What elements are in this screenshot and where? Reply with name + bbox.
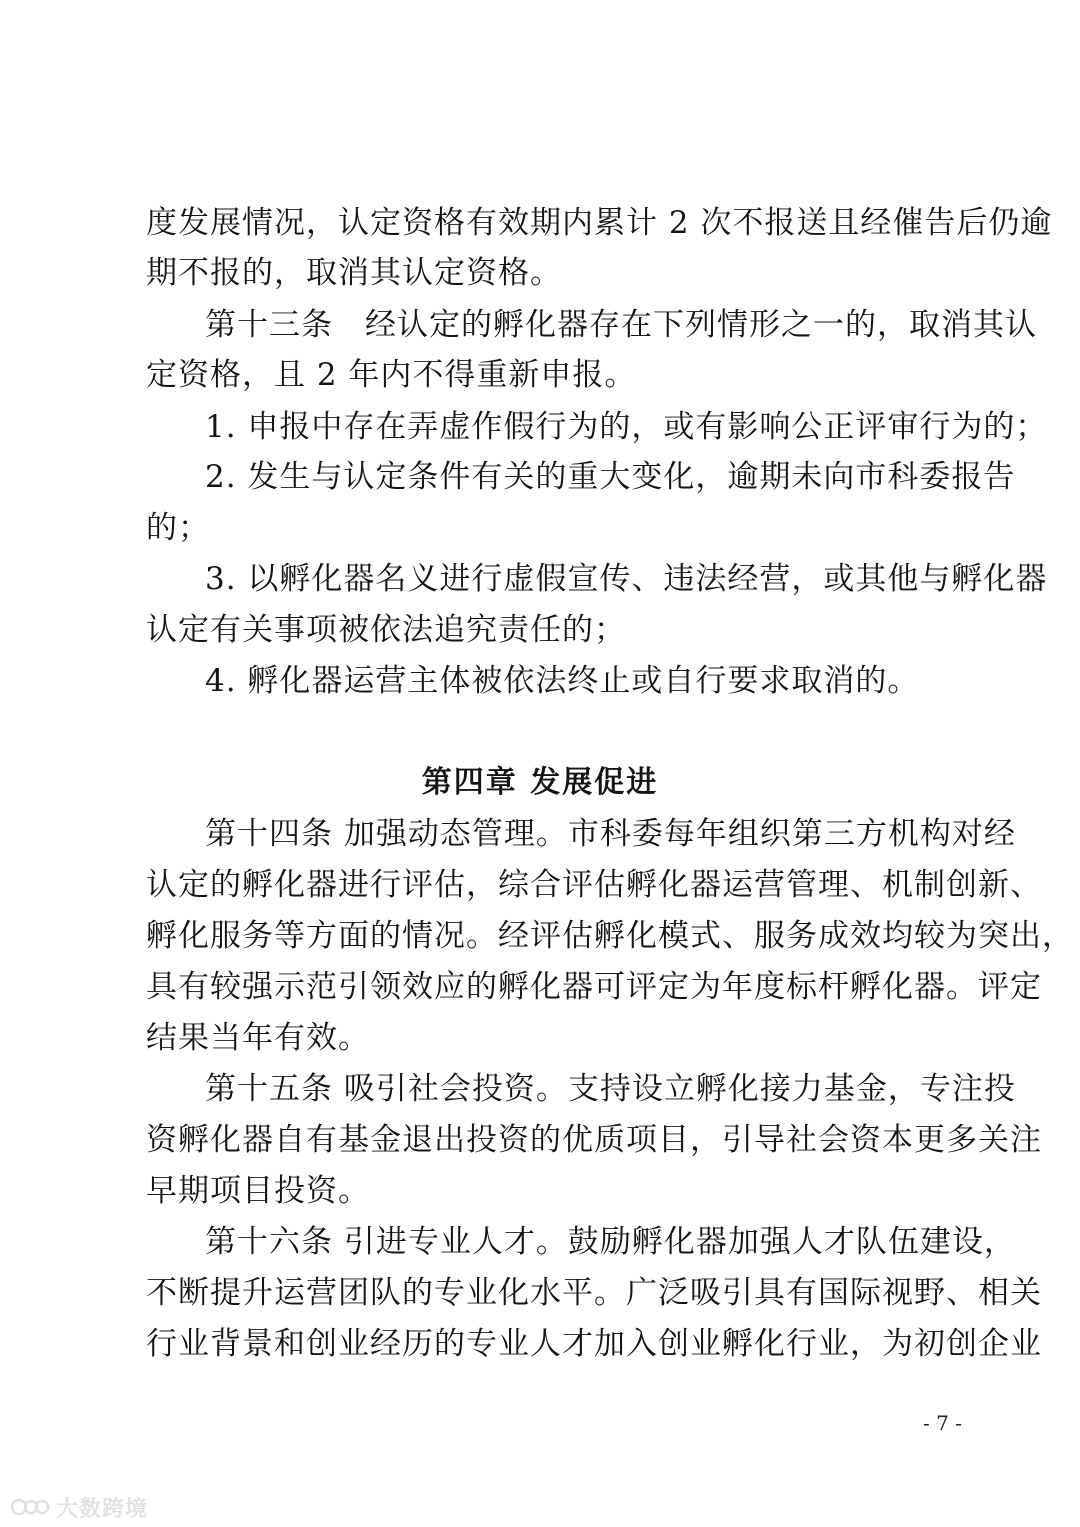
article-14-line: 结果当年有效。: [146, 1020, 370, 1056]
article-16-line: 第十六条 引进专业人才。鼓励孵化器加强人才队伍建设，: [205, 1224, 1016, 1260]
article-14-line: 第十四条 加强动态管理。市科委每年组织第三方机构对经: [205, 816, 1016, 852]
article-13-line: 第十三条 经认定的孵化器存在下列情形之一的，取消其认: [205, 307, 1037, 343]
article-16-line: 不断提升运营团队的专业化水平。广泛吸引具有国际视野、相关: [146, 1275, 1042, 1311]
article-14-line: 孵化服务等方面的情况。经评估孵化模式、服务成效均较为突出，: [146, 918, 1074, 954]
list-item: 4. 孵化器运营主体被依法终止或自行要求取消的。: [205, 663, 920, 699]
list-item: 3. 以孵化器名义进行虚假宣传、违法经营，或其他与孵化器: [205, 561, 1048, 597]
page-number: - 7 -: [923, 1411, 962, 1435]
article-14-line: 具有较强示范引领效应的孵化器可评定为年度标杆孵化器。评定: [146, 969, 1042, 1005]
article-15-line: 资孵化器自有基金退出投资的优质项目，引导社会资本更多关注: [146, 1122, 1042, 1158]
list-item: 2. 发生与认定条件有关的重大变化，逾期未向市科委报告: [205, 459, 1016, 495]
list-item: 的；: [146, 510, 210, 546]
text-line: 期不报的，取消其认定资格。: [146, 255, 562, 291]
list-item: 认定有关事项被依法追究责任的；: [146, 612, 626, 648]
chapter-heading: 第四章 发展促进: [421, 765, 659, 800]
article-16-line: 行业背景和创业经历的专业人才加入创业孵化行业，为初创企业: [146, 1326, 1042, 1362]
article-15-line: 第十五条 吸引社会投资。支持设立孵化接力基金，专注投: [205, 1071, 1016, 1107]
article-14-line: 认定的孵化器进行评估，综合评估孵化器运营管理、机制创新、: [146, 867, 1042, 903]
watermark: [10, 1492, 148, 1522]
logo-icon: [10, 1496, 50, 1518]
article-13-line: 定资格，且 2 年内不得重新申报。: [146, 357, 637, 393]
watermark-text: 大数跨境: [56, 1496, 149, 1522]
article-15-line: 早期项目投资。: [146, 1173, 370, 1209]
text-line: 度发展情况，认定资格有效期内累计 2 次不报送且经催告后仍逾: [146, 205, 1053, 241]
list-item: 1. 申报中存在弄虚作假行为的，或有影响公正评审行为的；: [205, 409, 1048, 445]
